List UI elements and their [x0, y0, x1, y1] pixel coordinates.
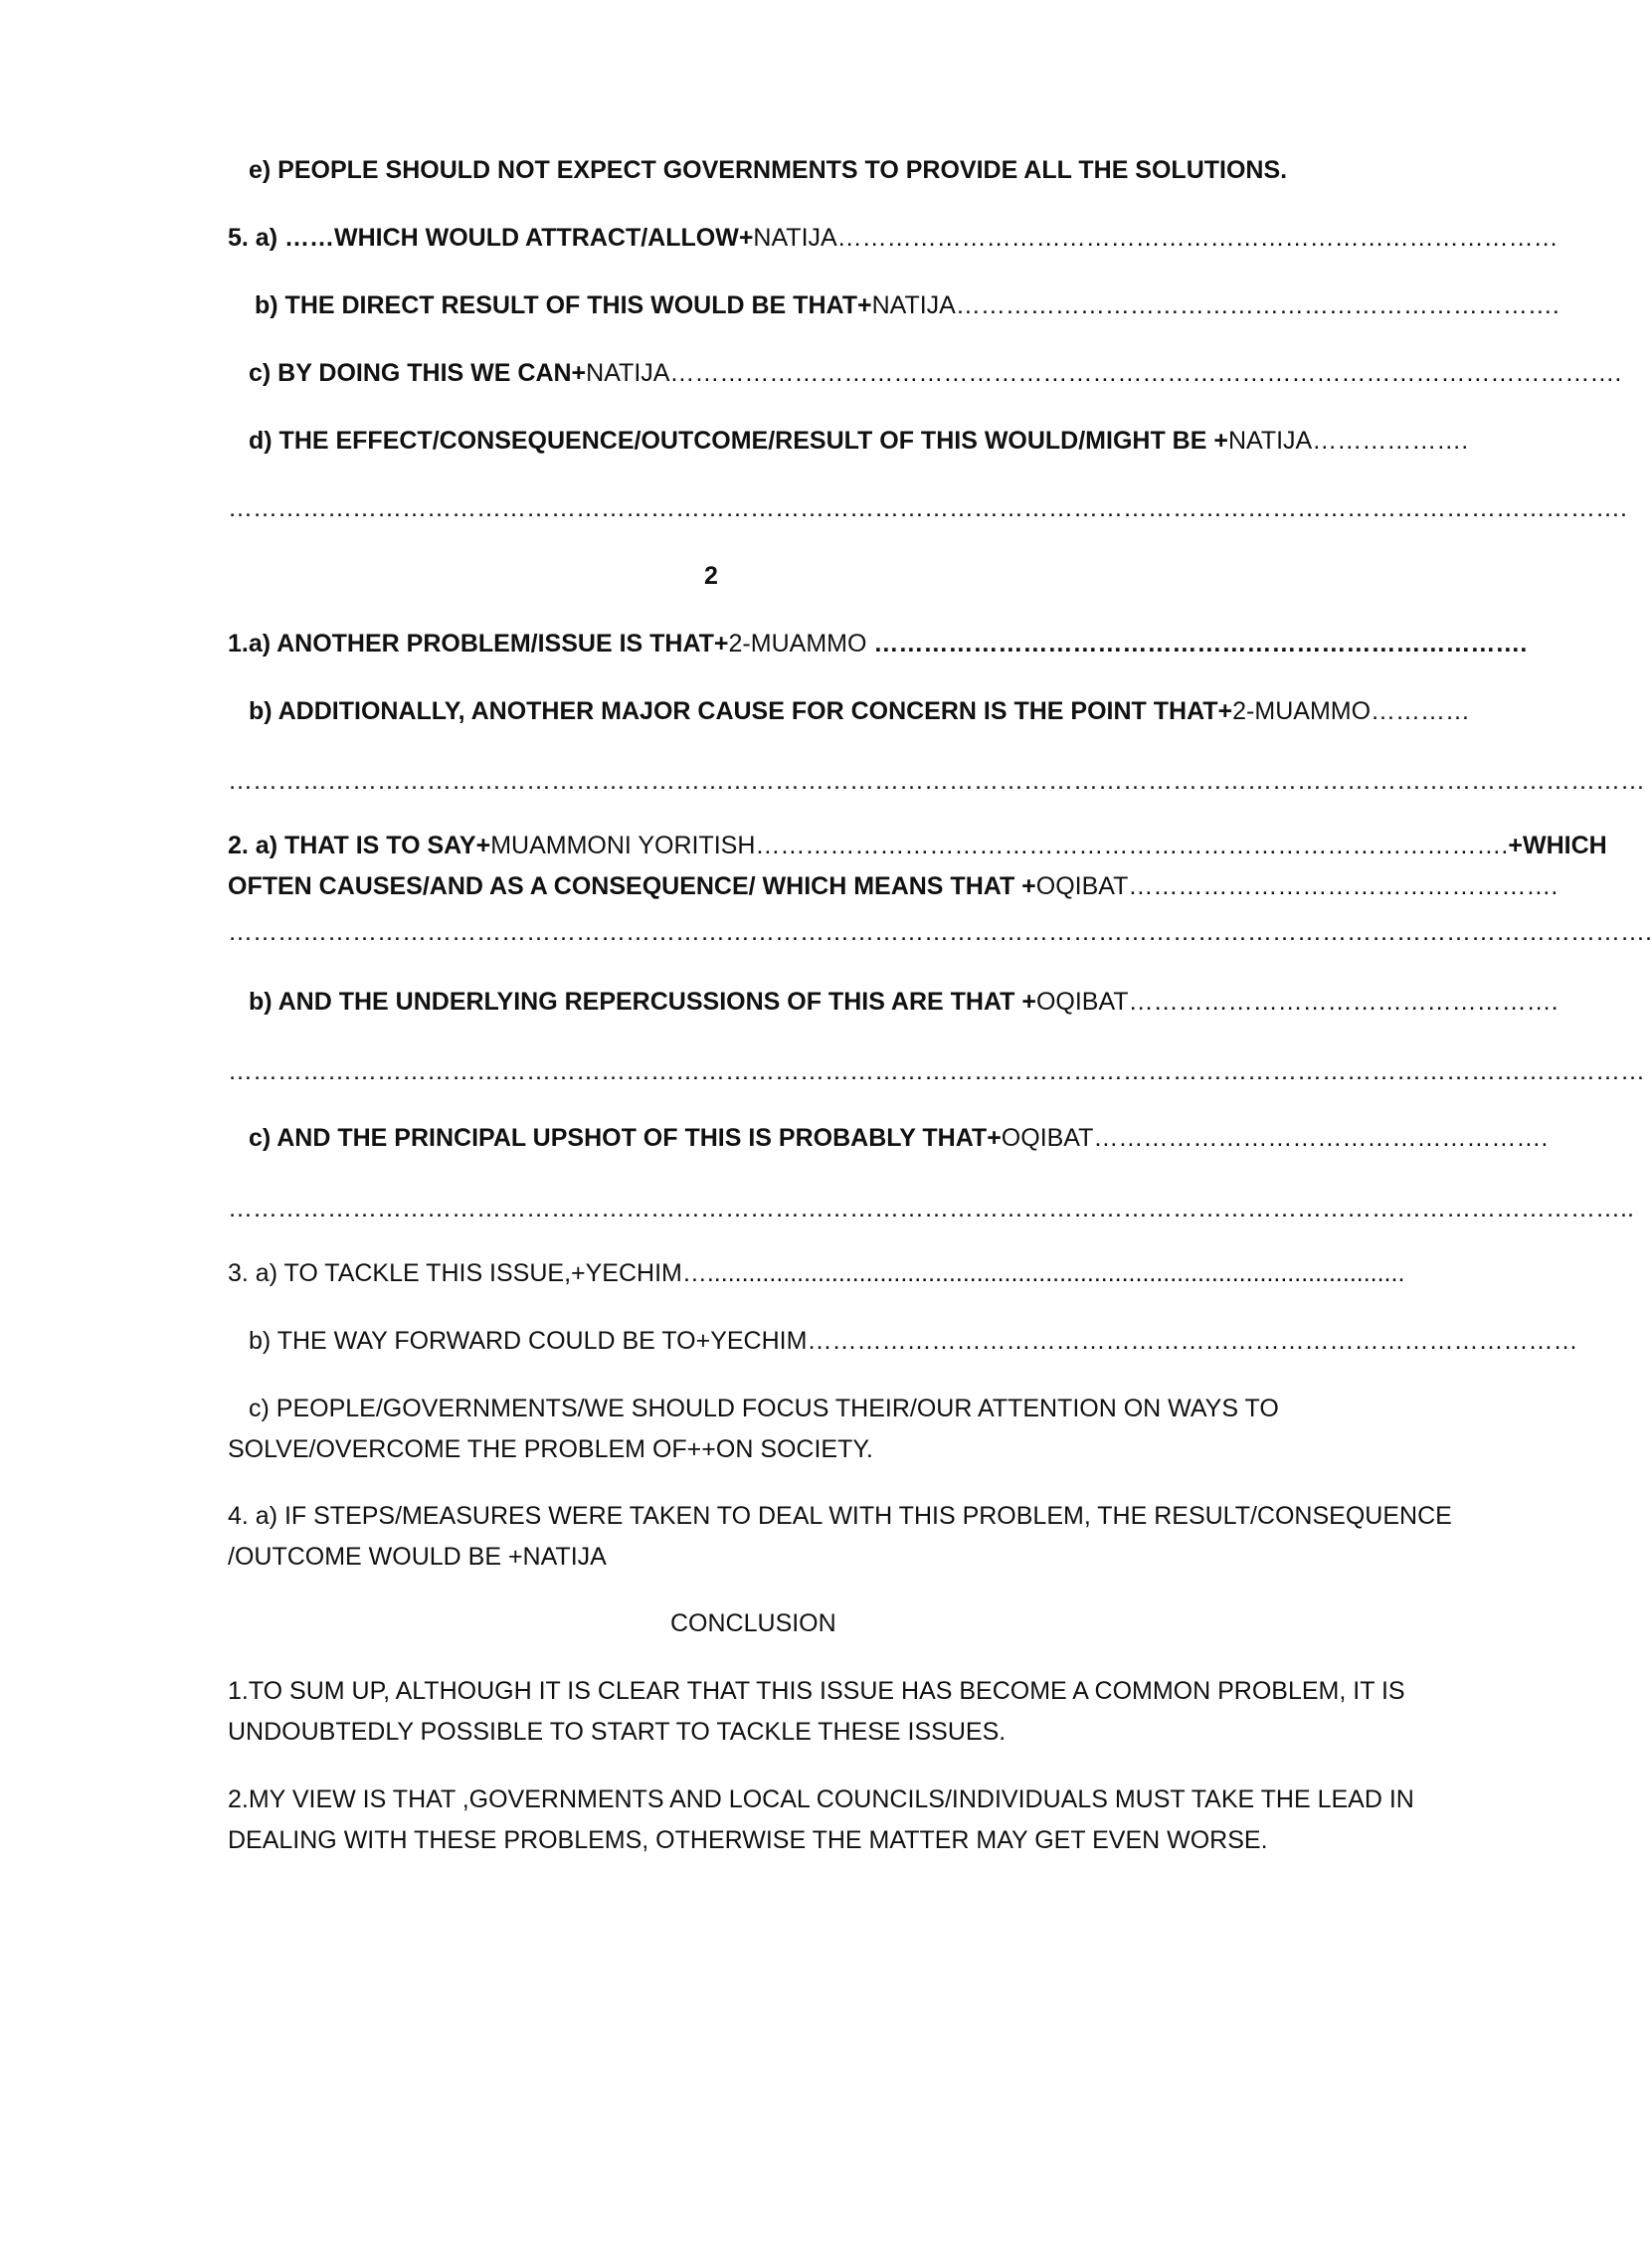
conclusion-heading: [670, 1602, 969, 1644]
item-2-1b-fill: 2-MUAMMO…………: [1232, 697, 1471, 725]
conclusion-2-cont-text: DEALING WITH THESE PROBLEMS, OTHERWISE THE MATTER MAY GET EVEN WORSE.: [228, 1826, 1268, 1854]
item-5-1a: [228, 217, 1559, 259]
conclusion-1: [228, 1670, 1481, 1712]
item-2-3b: [228, 1320, 1578, 1362]
item-2-2a-cont-fill: OQIBAT…………………………………………….: [1035, 872, 1559, 900]
item-2-2b-fill: OQIBAT…………………………………………….: [1035, 988, 1559, 1016]
item-2-1b: [228, 690, 1502, 732]
item-2-2c-fill: OQIBAT……………………………………………….: [1001, 1124, 1549, 1152]
item-2-4a: [228, 1495, 1481, 1537]
section-number-text: 2: [704, 562, 718, 590]
item-2-2a-cont-bold: OFTEN CAUSES/AND AS A CONSEQUENCE/ WHICH MEANS THAT +: [228, 872, 1036, 900]
item-2-3c-text: c) PEOPLE/GOVERNMENTS/WE SHOULD FOCUS THEIR/OUR ATTENTION ON WAYS TO: [249, 1395, 1279, 1422]
item-5e: [228, 149, 1502, 191]
item-5-1b-bold: b) THE DIRECT RESULT OF THIS WOULD BE THAT+: [255, 291, 872, 319]
item-2-2a-fill: MUAMMONI YORITISH……………………………………………………………………………….: [490, 832, 1509, 859]
dotted-line: [228, 1050, 1645, 1092]
item-2-1a-fill: …………………………………………………………………….: [873, 630, 1528, 657]
dotted-line-text: …………………………………………………………………………………………………………………………………………………….: [228, 494, 1627, 522]
item-2-2a-bold: 2. a) THAT IS TO SAY+: [228, 832, 491, 859]
item-2-2a-which: +WHICH: [1508, 832, 1607, 859]
item-5-1d: [228, 420, 1502, 462]
item-5-1c: [228, 352, 1622, 394]
item-5-1b-fill: NATIJA……………………………………………………………….: [871, 291, 1560, 319]
item-2-3a-text: 3. a) TO TACKLE THIS ISSUE,+YECHIM….....................................................................................................: [228, 1259, 1405, 1287]
item-2-4a-text: 4. a) IF STEPS/MEASURES WERE TAKEN TO DEAL WITH THIS PROBLEM, THE RESULT/CONSEQUENCE: [228, 1502, 1452, 1530]
item-2-1a-bold: 1.a) ANOTHER PROBLEM/ISSUE IS THAT+: [228, 630, 729, 657]
item-5-1a-bold: 5. a) ……WHICH WOULD ATTRACT/ALLOW+: [228, 224, 754, 252]
conclusion-1-text: 1.TO SUM UP, ALTHOUGH IT IS CLEAR THAT THIS ISSUE HAS BECOME A COMMON PROBLEM, IT IS: [228, 1677, 1405, 1705]
item-2-2a: [228, 825, 1607, 866]
dotted-line: [228, 911, 1652, 953]
dotted-line-text: ……………………………………………………………………………………………………………………………………………………..: [228, 1195, 1634, 1222]
item-5-1d-bold: d) THE EFFECT/CONSEQUENCE/OUTCOME/RESULT OF THIS WOULD/MIGHT BE +: [249, 427, 1228, 455]
item-2-3c-cont-text: SOLVE/OVERCOME THE PROBLEM OF++ON SOCIETY.: [228, 1435, 873, 1463]
dotted-line: [228, 760, 1645, 802]
item-2-2c: [228, 1117, 1549, 1159]
conclusion-1-cont: [228, 1711, 1481, 1753]
item-5e-text: e) PEOPLE SHOULD NOT EXPECT GOVERNMENTS TO PROVIDE ALL THE SOLUTIONS.: [249, 156, 1288, 184]
item-2-2b: [228, 981, 1559, 1023]
item-5-1c-bold: c) BY DOING THIS WE CAN+: [249, 359, 587, 387]
conclusion-2: [228, 1779, 1481, 1820]
item-2-3a: [228, 1252, 1481, 1294]
conclusion-1-cont-text: UNDOUBTEDLY POSSIBLE TO START TO TACKLE THESE ISSUES.: [228, 1718, 1007, 1746]
item-2-4a-cont: [228, 1536, 1481, 1578]
item-2-2c-bold: c) AND THE PRINCIPAL UPSHOT OF THIS IS PROBABLY THAT+: [249, 1124, 1002, 1152]
section-number: [704, 555, 764, 597]
item-5-1b: [228, 284, 1560, 326]
item-5-1a-fill: NATIJA……………………………………………………………………………: [753, 224, 1559, 252]
conclusion-heading-text: CONCLUSION: [670, 1609, 836, 1637]
item-2-1b-bold: b) ADDITIONALLY, ANOTHER MAJOR CAUSE FOR CONCERN IS THE POINT THAT+: [249, 697, 1233, 725]
item-2-2b-bold: b) AND THE UNDERLYING REPERCUSSIONS OF THIS ARE THAT +: [249, 988, 1036, 1016]
item-2-3c-cont: [228, 1428, 1481, 1470]
conclusion-2-text: 2.MY VIEW IS THAT ,GOVERNMENTS AND LOCAL COUNCILS/INDIVIDUALS MUST TAKE THE LEAD IN: [228, 1785, 1414, 1813]
dotted-line-text: ……………………………………………………………………………………………………………………………………………………….: [228, 918, 1652, 946]
dotted-line-text: ………………………………………………………………………………………………………………………………………………………: [228, 1057, 1645, 1085]
item-2-3c: [228, 1388, 1502, 1429]
item-2-1a: [228, 623, 1528, 664]
item-2-1a-muammo: 2-MUAMMO: [728, 630, 874, 657]
item-5-1d-fill: NATIJA……………….: [1227, 427, 1469, 455]
item-2-3b-text: b) THE WAY FORWARD COULD BE TO+YECHIM…………………………………………………………………………………: [249, 1327, 1578, 1355]
dotted-line: [228, 487, 1627, 529]
item-2-2a-cont: [228, 865, 1559, 907]
conclusion-2-cont: [228, 1819, 1481, 1861]
dotted-line: [228, 1188, 1634, 1229]
dotted-line-text: ………………………………………………………………………………………………………………………………………………………: [228, 767, 1645, 795]
item-5-1c-fill: NATIJA…………………………………………………………………………………………………….: [586, 359, 1622, 387]
item-2-4a-cont-text: /OUTCOME WOULD BE +NATIJA: [228, 1543, 607, 1571]
